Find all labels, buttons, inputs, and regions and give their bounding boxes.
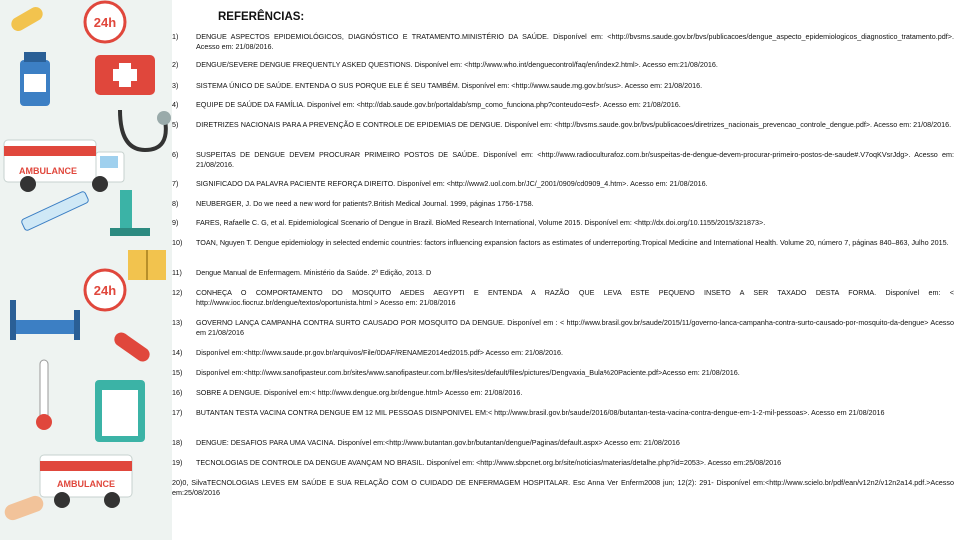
reference-item [172,218,954,228]
syringe-icon [21,191,90,231]
microscope-icon [110,190,150,236]
reference-text: Dengue Manual de Enfermagem. Ministério da Saúde. 2º Edição, 2013. D [196,268,432,277]
reference-number: 7) [172,179,179,188]
reference-number: 17) [172,408,183,417]
reference-item [172,458,954,468]
reference-text: DENGUE ASPECTOS EPIDEMIOLÓGICOS, DIAGNÓSTICO E TRATAMENTO.MINISTÉRIO DA SAÚDE. Disponível em: <http://bvsms.saude.gov.br/bvs/publicacoes/dengue_aspecto_epidemiologicos_diagnostico_tratamento.pdf>. Acesso em: 21/08/2016. [196,32,954,51]
reference-text: FARES, Rafaelle C. G, et al. Epidemiological Scenario of Dengue in Brazil. BioMed Research International, Volume 2015. Disponível em: <http://dx.doi.org/10.1155/2015/321873>. [196,218,766,227]
reference-item [172,199,954,209]
24h-badge-icon [85,2,125,42]
svg-text:AMBULANCE: AMBULANCE [19,166,77,176]
page-title: REFERÊNCIAS: [218,11,305,23]
reference-item [172,348,954,358]
reference-item [172,388,954,398]
medical-kit-icon [95,55,155,95]
reference-text: DIRETRIZES NACIONAIS PARA A PREVENÇÃO E CONTROLE DE EPIDEMIAS DE DENGUE. Disponível em: <http://bvsms.saude.gov.br/bvs/publicacoes/diretrizes_nacionais_prevencao_controle_dengue.pdf>. Acesso em: 21/08/2016. [196,120,952,129]
reference-text: DENGUE: DESAFIOS PARA UMA VACINA. Disponível em:<http://www.butantan.gov.br/butantan/dengue/Paginas/default.aspx> Acesso em: 21/08/2016 [196,438,680,447]
reference-item [172,238,954,248]
ambulance-icon [4,140,124,192]
reference-number: 19) [172,458,183,467]
reference-number: 11) [172,268,182,277]
reference-text: NEUBERGER, J. Do we need a new word for patients?.British Medical Journal. 1999, páginas 1756-1758. [196,199,534,208]
ambulance-icon [40,455,132,508]
stethoscope-icon [120,110,171,150]
reference-item [172,60,954,70]
reference-number: 13) [172,318,183,327]
reference-item [172,120,954,130]
reference-text: TECNOLOGIAS DE CONTROLE DA DENGUE AVANÇAM NO BRASIL. Disponível em: <http://www.sbpcnet.org.br/site/noticias/materias/detalhe.php?id=2053>. Acesso em:25/08/2016 [196,458,782,467]
reference-item [172,408,954,418]
reference-number: 6) [172,150,179,159]
medical-doodles [0,0,172,540]
pill-icon [9,4,45,33]
reference-text: BUTANTAN TESTA VACINA CONTRA DENGUE EM 12 MIL PESSOAS DISNPONIVEL EM:< http://www.brasil.gov.br/saude/2016/08/butantan-testa-vacina-contra-dengue-em-1-2-mil-pessoas>. Acesso em 21/08/2016 [196,408,885,417]
svg-text:24h: 24h [93,283,117,298]
hospital-bed-icon [10,300,80,340]
book-icon [128,250,166,280]
bandage-icon [2,494,45,523]
reference-text: EQUIPE DE SAÚDE DA FAMÍLIA. Disponível em: <http://dab.saude.gov.br/portaldab/smp_como_funciona.php?conteudo=esf>. Acesso em: 21/08/2016. [196,100,681,109]
reference-number: 3) [172,81,179,90]
svg-text:24h: 24h [93,15,117,30]
reference-number: 16) [172,388,183,397]
reference-item [172,368,954,378]
reference-item [172,32,954,51]
reference-text: CONHEÇA O COMPORTAMENTO DO MOSQUITO AEDES AEGYPTI E ENTENDA A RAZÃO QUE LEVA ESTE PEQUENO INSETO A SER TAXADO DESTA FORMA. Disponível em: < http://www.ioc.fiocruz.br/dengue/textos/oportunista.html > Acesso em: 21/08/2016 [196,288,954,307]
24h-badge-icon [85,270,125,310]
reference-number: 18) [172,438,183,447]
reference-item [172,318,954,337]
reference-number: 1) [172,32,179,41]
reference-text: DENGUE/SEVERE DENGUE FREQUENTLY ASKED QUESTIONS. Disponível em: <http://www.who.int/denguecontrol/faq/en/index2.html>. Acesso em:21/08/2016. [196,60,718,69]
reference-number: 5) [172,120,179,129]
reference-item [172,478,954,497]
reference-text: TOAN, Nguyen T. Dengue epidemiology in selected endemic countries: factors influencing expansion factors as estimates of underreporting.Tropical Medicine and International Health. Volume 20, número 7, páginas 840–863, Julho 2015. [196,238,949,247]
capsule-icon [112,330,153,364]
reference-number: 2) [172,60,179,69]
reference-text: Disponível em:<http://www.saude.pr.gov.br/arquivos/File/0DAF/RENAME2014ed2015.pdf> Acesso em: 21/08/2016. [196,348,564,357]
reference-number: 4) [172,100,179,109]
reference-item [172,438,954,448]
reference-number: 8) [172,199,179,208]
reference-number: 10) [172,238,183,247]
reference-text: GOVERNO LANÇA CAMPANHA CONTRA SURTO CAUSADO POR MOSQUITO DA DENGUE. Disponível em : < http://www.brasil.gov.br/saude/2015/11/governo-lanca-campanha-contra-surto-causado-por-mosquito-da-dengue> Acesso em 21/08/2016 [196,318,954,337]
reference-text: SISTEMA ÚNICO DE SAÚDE. ENTENDA O SUS PORQUE ELE É SEU TAMBÉM. Disponível em: <http://www.saude.mg.gov.br/sus>. Acesso em: 21/08/2016. [196,81,703,90]
reference-text: 20)0, SilvaTECNOLOGIAS LEVES EM SAÚDE E SUA RELAÇÃO COM O CUIDADO DE ENFERMAGEM HOSPITALAR. Esc Anna Ver Enferm2008 jun; 12(2): 291- Disponível em:<http://www.scielo.br/pdf/ean/v12n2/v12n2a14.pdf.>Acesso em:25/08/2016 [172,478,954,497]
reference-text: SUSPEITAS DE DENGUE DEVEM PROCURAR PRIMEIRO POSTOS DE SAÚDE. Disponível em: <http://www.radioculturafoz.com.br/suspeitas-de-dengue-devem-procurar-primeiro-postos-de-saude#.V7oqKVsrJdg>. Acesso em: 21/08/2016. [196,150,954,169]
reference-text: SOBRE A DENGUE. Disponível em:< http://www.dengue.org.br/dengue.html> Acesso em: 21/08/2016. [196,388,523,397]
reference-text: SIGNIFICADO DA PALAVRA PACIENTE REFORÇA DIREITO. Disponível em: <http://www2.uol.com.br/JC/_2001/0909/cd0909_4.htm>. Acesso em: 21/08/2016. [196,179,708,188]
reference-item [172,288,954,307]
reference-text: Disponível em:<http://www.sanofipasteur.com.br/sites/www.sanofipasteur.com.br/files/sites/default/files/pictures/Dengvaxia_Bula%20Paciente.pdf>Acesso em: 21/08/2016. [196,368,740,377]
thermometer-icon [36,360,52,430]
reference-number: 14) [172,348,183,357]
reference-item [172,150,954,169]
reference-number: 12) [172,288,183,297]
medical-illustration-panel [0,0,172,540]
reference-item [172,81,954,91]
reference-item [172,100,954,110]
svg-text:AMBULANCE: AMBULANCE [57,479,115,489]
reference-number: 9) [172,218,179,227]
medicine-bottle-icon [20,52,50,106]
reference-item [172,179,954,189]
clipboard-icon [95,380,145,442]
reference-number: 15) [172,368,183,377]
reference-item [172,268,954,278]
